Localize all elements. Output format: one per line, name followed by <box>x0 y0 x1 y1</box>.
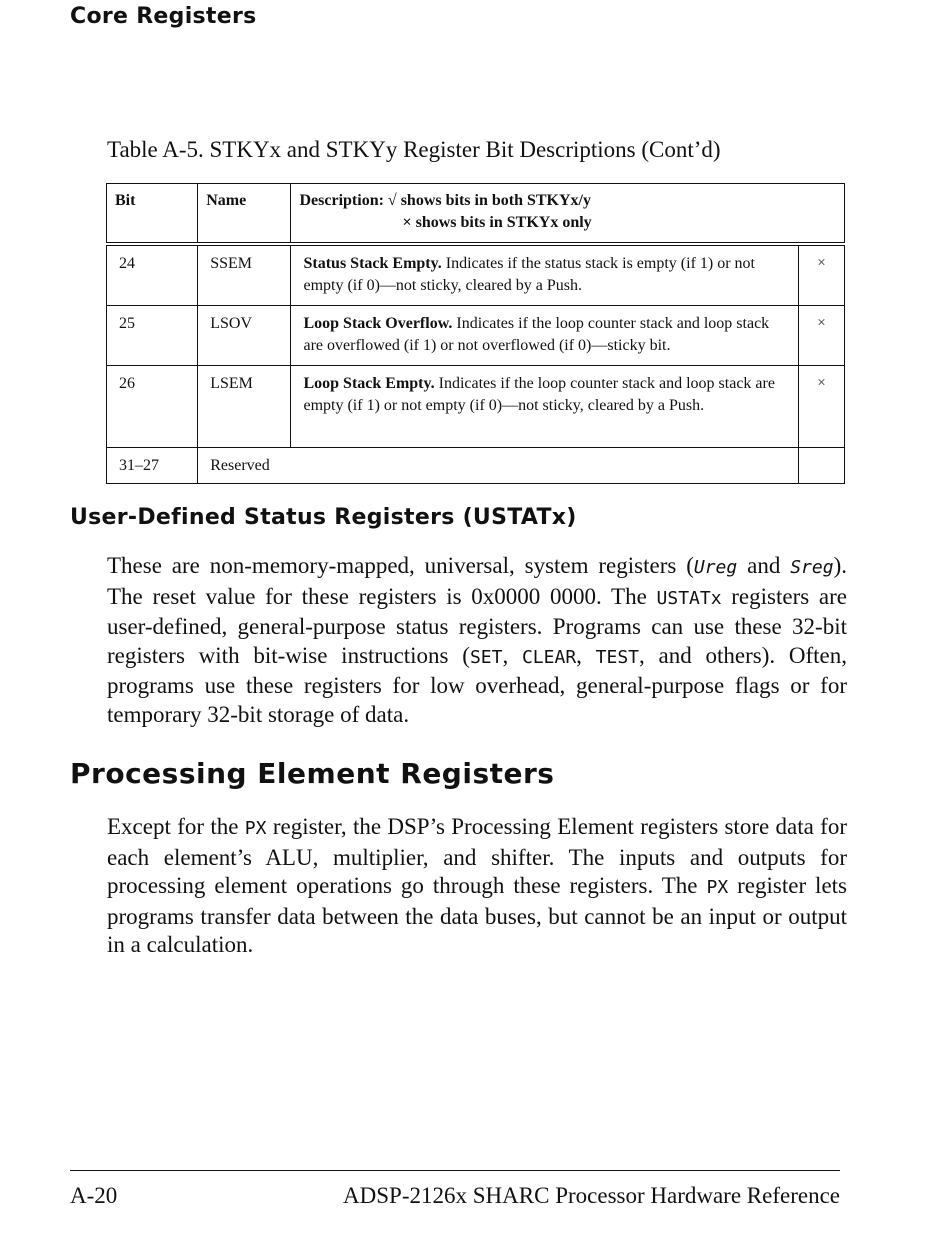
code-sreg: Sreg <box>790 557 834 578</box>
page-number: A-20 <box>70 1183 118 1208</box>
code-ureg: Ureg <box>693 557 738 578</box>
column-header-description <box>291 184 845 245</box>
text-run: , and others). Often, programs use these registers for low overhead, general-purpose flags or for temporary 32-bit storage of data. <box>107 642 848 727</box>
table-caption: Table A-5. STKYx and STKYy Register Bit Descriptions (Cont’d) <box>107 137 721 162</box>
description-cell <box>291 306 798 366</box>
section-heading-processing-element: Processing Element Registers <box>70 757 555 790</box>
text-run: , <box>502 642 522 668</box>
code-test: TEST <box>595 646 640 668</box>
bit-cell: 31–27 <box>107 448 198 484</box>
code-clear: CLEAR <box>521 646 577 668</box>
ustatx-paragraph <box>107 552 847 730</box>
book-title: ADSP-2126x SHARC Processor Hardware Reference <box>343 1183 840 1208</box>
name-cell: LSOV <box>198 306 291 366</box>
description-legend-stkyx: × shows bits in STKYx only <box>402 214 592 231</box>
name-cell: LSEM <box>198 366 291 448</box>
section-heading-ustatx: User-Defined Status Registers (USTATx) <box>70 505 577 530</box>
description-term: Loop Stack Empty. <box>303 375 435 392</box>
bit-cell: 24 <box>107 244 198 306</box>
name-cell: SSEM <box>198 244 291 306</box>
description-term: Loop Stack Overflow. <box>303 315 453 332</box>
code-px: PX <box>706 877 729 899</box>
description-cell <box>291 244 798 306</box>
running-header: Core Registers <box>70 4 257 29</box>
stkyx-only-mark: × <box>798 306 844 366</box>
description-term: Status Stack Empty. <box>303 255 442 272</box>
stkyx-only-mark: × <box>798 244 844 306</box>
description-text: Indicates if the status stack is empty (if 1) or not empty (if 0)—not sticky, cleared by a Push. <box>303 255 755 294</box>
stkyx-only-mark: × <box>798 366 844 448</box>
bit-cell: 26 <box>107 366 198 448</box>
table-row <box>107 448 845 484</box>
code-set: SET <box>469 646 503 668</box>
table-row <box>107 244 845 306</box>
text-run: register lets programs transfer data between the data buses, but cannot be an input or output in a calculation. <box>107 873 847 958</box>
text-run: These are non-memory-mapped, universal, system registers ( <box>107 553 694 578</box>
column-header-name: Name <box>198 184 291 245</box>
text-run: Except for the <box>107 814 245 839</box>
text-run: and <box>737 553 791 578</box>
description-text: Indicates if the loop counter stack and loop stack are empty (if 1) or not empty (if 0)—not sticky, cleared by a Push. <box>303 375 775 414</box>
description-cell <box>291 366 798 448</box>
processing-element-paragraph <box>107 813 847 960</box>
bit-cell: 25 <box>107 306 198 366</box>
register-bit-table <box>106 183 845 484</box>
description-legend-both: Description: √ shows bits in both STKYx/y <box>299 192 591 209</box>
description-text: Indicates if the loop counter stack and loop stack are overflowed (if 1) or not overflowed (if 0)—sticky bit. <box>303 315 770 354</box>
text-run: registers are user-defined, general-purpose status registers. Programs can use these 32-bit registers with bit-wise instructions ( <box>107 583 847 668</box>
reserved-cell: Reserved <box>198 448 799 484</box>
column-header-bit: Bit <box>107 184 198 245</box>
text-run: , <box>576 642 596 668</box>
text-run: ). The reset value for these registers is 0x0000 0000. The <box>107 553 847 609</box>
footer-divider <box>70 1170 840 1171</box>
text-run: register, the DSP’s Processing Element registers store data for each element’s ALU, multiplier, and shifter. The inputs and outputs for processing element operations go through these registers. The <box>107 814 847 899</box>
table-header-row <box>107 184 845 245</box>
empty-mark-cell <box>798 448 844 484</box>
table-row <box>107 306 845 366</box>
code-ustatx: USTATx <box>656 587 722 609</box>
code-px: PX <box>244 818 267 839</box>
table-row <box>107 366 845 448</box>
